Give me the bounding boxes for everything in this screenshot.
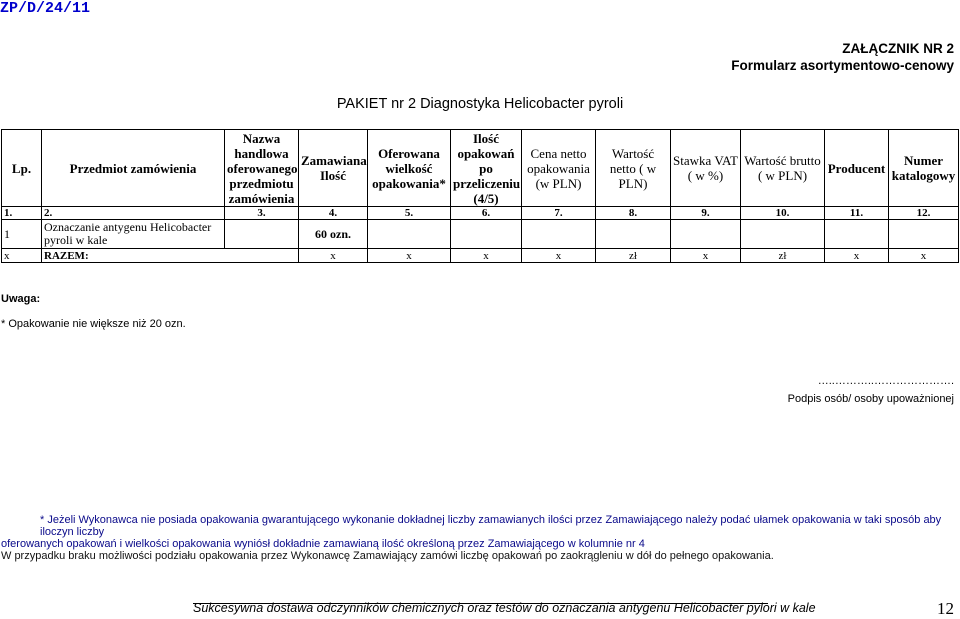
row-package-size[interactable] bbox=[368, 220, 451, 249]
footnote bbox=[1, 514, 955, 562]
column-number: 10. bbox=[741, 207, 825, 220]
header-cell: Wartość brutto ( w PLN) bbox=[741, 130, 825, 207]
header-cell: Wartość netto ( w PLN) bbox=[596, 130, 671, 207]
total-cell: x bbox=[368, 249, 451, 263]
row-producer[interactable] bbox=[825, 220, 889, 249]
header-cell: Oferowana wielkość opakowania* bbox=[368, 130, 451, 207]
column-number: 12. bbox=[889, 207, 959, 220]
footnote-line: oferowanych opakowań i wielkości opakowania wyniósł dokładnie zamawianą ilość określoną przez Zamawiającego w kolumnie nr 4 bbox=[1, 538, 645, 550]
row-lp: 1 bbox=[2, 220, 42, 249]
row-catalog-number[interactable] bbox=[889, 220, 959, 249]
header-cell: Ilość opakowań po przeliczeniu (4/5) bbox=[451, 130, 522, 207]
header-cell: Nazwa handlowa oferowanego przedmiotu zamówienia bbox=[225, 130, 299, 207]
total-row bbox=[2, 249, 959, 263]
footnote-line: * Jeżeli Wykonawca nie posiada opakowania gwarantującego wykonanie dokładnej liczby zamawianych ilości przez Zamawiającego należy podać ułamek opakowania w taki sposób aby iloczyn liczby bbox=[40, 514, 942, 538]
total-cell: x bbox=[2, 249, 42, 263]
column-number: 2. bbox=[42, 207, 225, 220]
column-number: 8. bbox=[596, 207, 671, 220]
column-number: 1. bbox=[2, 207, 42, 220]
total-cell: x bbox=[299, 249, 368, 263]
column-number: 11. bbox=[825, 207, 889, 220]
column-number: 9. bbox=[671, 207, 741, 220]
header-cell: Producent bbox=[825, 130, 889, 207]
row-package-count[interactable] bbox=[451, 220, 522, 249]
footer-text: Sukcesywna dostawa odczynników chemicznych oraz testów do oznaczania antygenu Helicobacter pylori w kale bbox=[193, 601, 816, 615]
total-cell: x bbox=[825, 249, 889, 263]
annex-title: ZAŁĄCZNIK NR 2 bbox=[842, 41, 954, 56]
header-cell: Przedmiot zamówienia bbox=[42, 130, 225, 207]
package-title: PAKIET nr 2 Diagnostyka Helicobacter pyroli bbox=[336, 96, 624, 112]
total-cell: x bbox=[671, 249, 741, 263]
column-number-row bbox=[2, 207, 959, 220]
column-number: 6. bbox=[451, 207, 522, 220]
note-label: Uwaga: bbox=[1, 293, 41, 305]
signature-block bbox=[788, 372, 954, 408]
total-cell: x bbox=[889, 249, 959, 263]
header-cell: Zamawiana Ilość bbox=[299, 130, 368, 207]
row-vat-rate[interactable] bbox=[671, 220, 741, 249]
row-net-price[interactable] bbox=[522, 220, 596, 249]
page-number: 12 bbox=[937, 599, 954, 618]
row-trade-name[interactable] bbox=[225, 220, 299, 249]
column-number: 7. bbox=[522, 207, 596, 220]
price-form-table bbox=[1, 129, 959, 263]
document-reference: ZP/D/24/11 bbox=[0, 0, 91, 17]
footnote-line: W przypadku braku możliwości podziału opakowania przez Wykonawcę Zamawiający zamówi liczbę opakowań po zaokrągleniu w dół do pełnego opakowania. bbox=[1, 550, 774, 562]
total-label: RAZEM: bbox=[42, 249, 299, 263]
header-cell: Numer katalogowy bbox=[889, 130, 959, 207]
column-number: 5. bbox=[368, 207, 451, 220]
row-net-value[interactable] bbox=[596, 220, 671, 249]
total-cell: x bbox=[522, 249, 596, 263]
row-gross-value[interactable] bbox=[741, 220, 825, 249]
row-quantity: 60 ozn. bbox=[299, 220, 368, 249]
header-cell: Cena netto opakowania (w PLN) bbox=[522, 130, 596, 207]
table-row bbox=[2, 220, 959, 249]
header-cell: Stawka VAT ( w %) bbox=[671, 130, 741, 207]
total-cell: x bbox=[451, 249, 522, 263]
column-number: 3. bbox=[225, 207, 299, 220]
column-number: 4. bbox=[299, 207, 368, 220]
table-header-row bbox=[2, 130, 959, 207]
annex-header bbox=[731, 40, 954, 74]
header-cell: Lp. bbox=[2, 130, 42, 207]
total-net-value[interactable]: zł bbox=[596, 249, 671, 263]
annex-subtitle: Formularz asortymentowo-cenowy bbox=[731, 58, 954, 73]
package-note: * Opakowanie nie większe niż 20 ozn. bbox=[1, 318, 186, 330]
signature-label: Podpis osób/ osoby upoważnionej bbox=[787, 393, 954, 405]
row-item-name: Oznaczanie antygenu Helicobacter pyroli w kale bbox=[42, 220, 225, 249]
total-gross-value[interactable]: zł bbox=[741, 249, 825, 263]
signature-dots: …..………..…………………. bbox=[817, 375, 954, 387]
